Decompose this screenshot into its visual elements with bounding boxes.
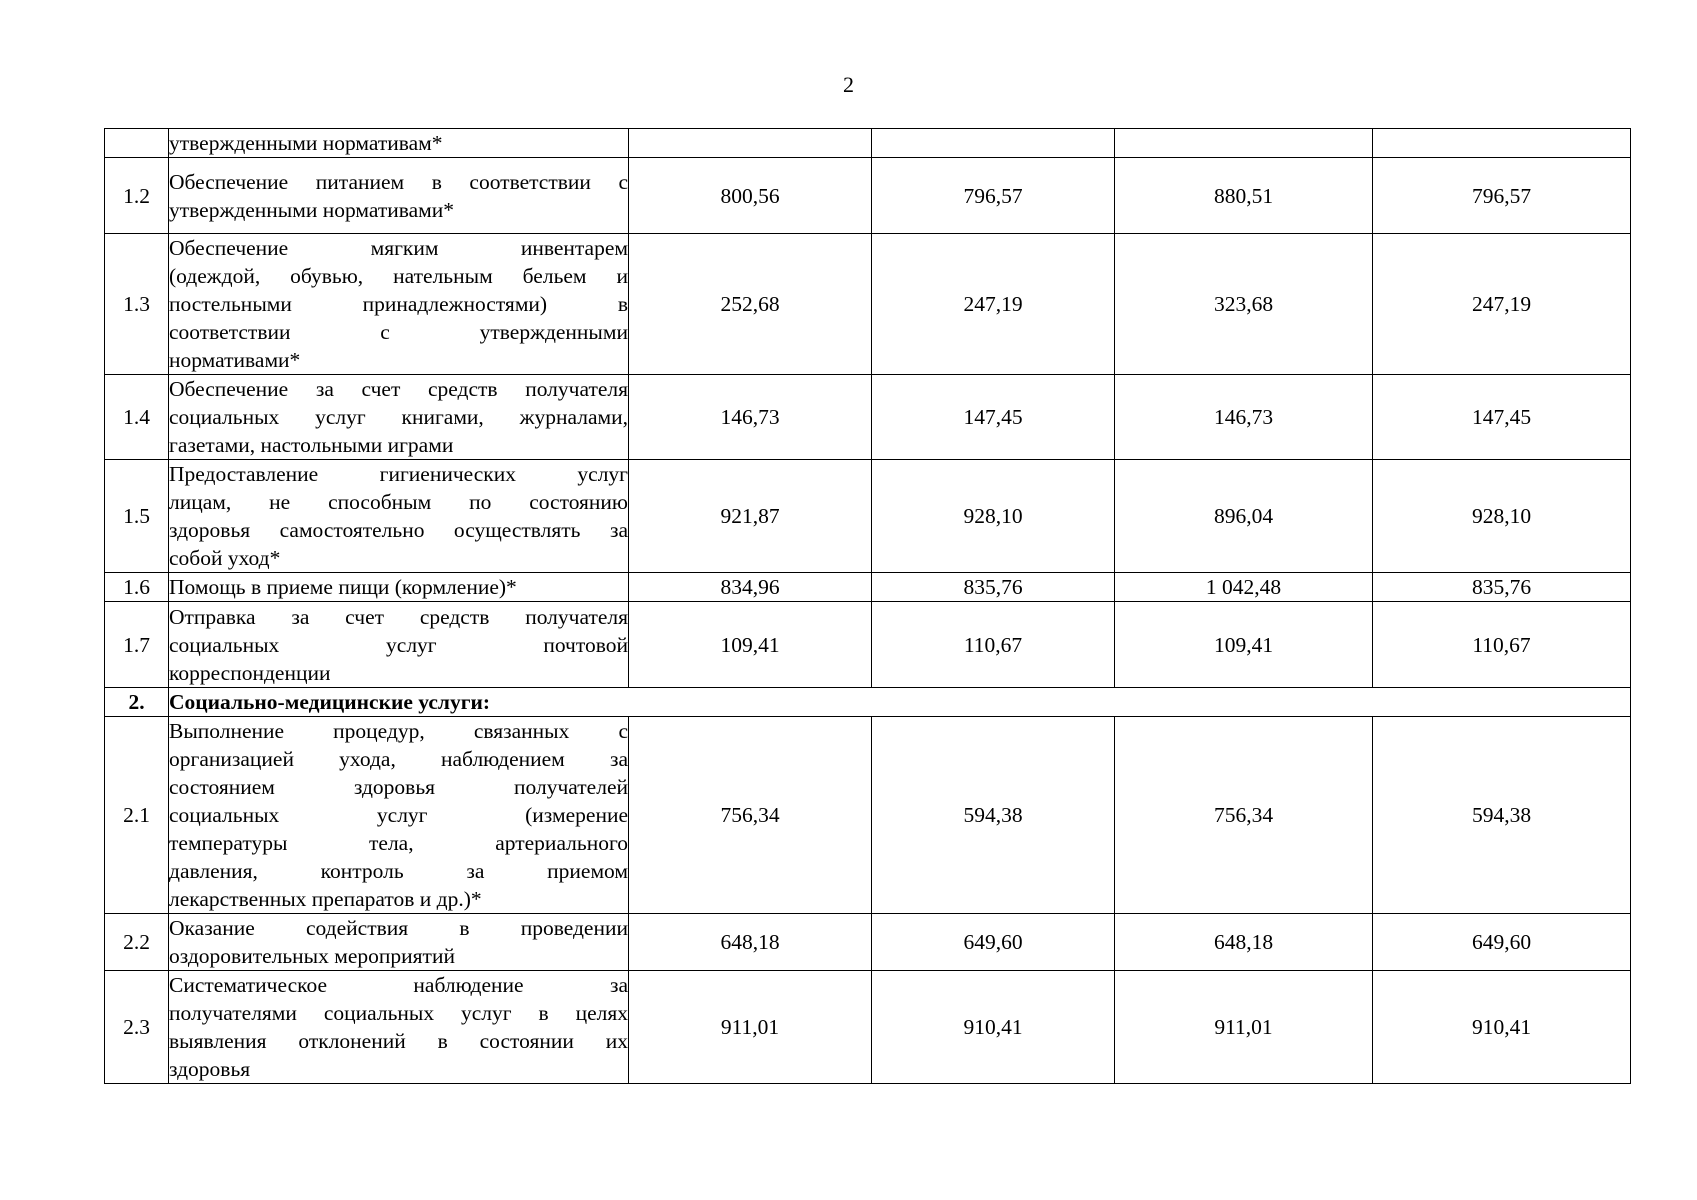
table-row: [105, 158, 1631, 234]
tariff-value-col-1: 109,41: [629, 602, 872, 688]
tariff-value-col-2: 594,38: [872, 717, 1115, 914]
tariff-value-col-4: 796,57: [1373, 158, 1631, 234]
tariff-value-col-3: 1 042,48: [1115, 573, 1373, 602]
service-description: [169, 158, 629, 234]
tariff-value-col-2: 835,76: [872, 573, 1115, 602]
row-number: 1.4: [105, 375, 169, 460]
table-row: [105, 602, 1631, 688]
service-description: [169, 971, 629, 1084]
description-line: Отправка за счет средств получателя: [169, 604, 628, 629]
tariff-value-col-3: 323,68: [1115, 234, 1373, 375]
tariff-value-col-1: 921,87: [629, 460, 872, 573]
tariff-value-col-4: 147,45: [1373, 375, 1631, 460]
table-row: [105, 375, 1631, 460]
tariff-value-col-3: 880,51: [1115, 158, 1373, 234]
tariff-value-col-3: [1115, 129, 1373, 158]
row-number: 1.5: [105, 460, 169, 573]
tariff-value-col-2: 110,67: [872, 602, 1115, 688]
description-line: газетами, настольными играми: [169, 433, 454, 457]
description-line: состоянием здоровья получателей: [169, 775, 628, 799]
services-table: [104, 128, 1631, 1084]
description-line: социальных услуг почтовой: [169, 632, 628, 657]
tariff-value-col-4: 110,67: [1373, 602, 1631, 688]
tariff-value-col-1: 146,73: [629, 375, 872, 460]
row-number: 1.6: [105, 573, 169, 602]
row-number: 1.3: [105, 234, 169, 375]
tariff-value-col-4: 247,19: [1373, 234, 1631, 375]
tariff-value-col-3: 756,34: [1115, 717, 1373, 914]
table-row: [105, 971, 1631, 1084]
tariff-value-col-1: 834,96: [629, 573, 872, 602]
row-number: 2.: [105, 688, 169, 717]
description-line: Помощь в приеме пищи (кормление)*: [169, 575, 517, 599]
tariff-value-col-3: 146,73: [1115, 375, 1373, 460]
description-line: давления, контроль за приемом: [169, 859, 628, 883]
description-line: Предоставление гигиенических услуг: [169, 462, 628, 486]
description-line: соответствии с утвержденными: [169, 320, 628, 344]
tariff-value-col-4: 594,38: [1373, 717, 1631, 914]
row-number: 2.1: [105, 717, 169, 914]
service-description: [169, 129, 629, 158]
tariff-value-col-2: [872, 129, 1115, 158]
service-description: [169, 234, 629, 375]
description-line: постельными принадлежностями) в: [169, 292, 628, 316]
table-row: [105, 129, 1631, 158]
tariff-value-col-3: 911,01: [1115, 971, 1373, 1084]
description-line: температуры тела, артериального: [169, 831, 628, 855]
tariff-value-col-2: 649,60: [872, 914, 1115, 971]
description-line: оздоровительных мероприятий: [169, 944, 455, 968]
tariff-value-col-2: 928,10: [872, 460, 1115, 573]
section-row: [105, 688, 1631, 717]
row-number: 1.2: [105, 158, 169, 234]
description-line: социальных услуг книгами, журналами,: [169, 405, 628, 429]
tariff-value-col-1: 911,01: [629, 971, 872, 1084]
description-line: организацией ухода, наблюдением за: [169, 747, 628, 771]
table-row: [105, 460, 1631, 573]
tariff-value-col-1: 756,34: [629, 717, 872, 914]
table-row: [105, 234, 1631, 375]
description-line: (одеждой, обувью, нательным бельем и: [169, 264, 628, 288]
table-row: [105, 914, 1631, 971]
tariff-value-col-4: [1373, 129, 1631, 158]
tariff-value-col-4: 928,10: [1373, 460, 1631, 573]
description-line: Обеспечение за счет средств получателя: [169, 377, 628, 401]
tariff-value-col-3: 648,18: [1115, 914, 1373, 971]
tariff-value-col-1: 252,68: [629, 234, 872, 375]
tariff-value-col-4: 910,41: [1373, 971, 1631, 1084]
row-number: 1.7: [105, 602, 169, 688]
tariff-value-col-4: 835,76: [1373, 573, 1631, 602]
tariff-value-col-2: 910,41: [872, 971, 1115, 1084]
description-line: социальных услуг (измерение: [169, 803, 628, 827]
service-description: [169, 602, 629, 688]
tariff-value-col-1: [629, 129, 872, 158]
service-description: [169, 717, 629, 914]
service-description: [169, 460, 629, 573]
tariff-value-col-3: 896,04: [1115, 460, 1373, 573]
service-description: [169, 573, 629, 602]
tariff-value-col-3: 109,41: [1115, 602, 1373, 688]
description-line: корреспонденции: [169, 660, 331, 685]
description-line: здоровья самостоятельно осуществлять за: [169, 518, 628, 542]
description-line: Оказание содействия в проведении: [169, 916, 628, 940]
table-row: [105, 717, 1631, 914]
description-line: Обеспечение питанием в соответствии с: [169, 169, 628, 194]
section-title: Социально-медицинские услуги:: [169, 688, 1631, 717]
table-row: [105, 573, 1631, 602]
tariff-value-col-1: 800,56: [629, 158, 872, 234]
description-line: утвержденными нормативами*: [169, 197, 455, 222]
description-line: утвержденными нормативам*: [169, 131, 443, 155]
description-line: собой уход*: [169, 546, 281, 570]
row-number: 2.3: [105, 971, 169, 1084]
service-description: [169, 914, 629, 971]
service-description: [169, 375, 629, 460]
description-line: здоровья: [169, 1057, 251, 1081]
description-line: нормативами*: [169, 348, 301, 372]
description-line: Систематическое наблюдение за: [169, 973, 628, 997]
tariff-value-col-4: 649,60: [1373, 914, 1631, 971]
description-line: получателями социальных услуг в целях: [169, 1001, 628, 1025]
page-number: 2: [843, 72, 854, 97]
description-line: Обеспечение мягким инвентарем: [169, 236, 628, 260]
description-line: выявления отклонений в состоянии их: [169, 1029, 628, 1053]
row-number: 2.2: [105, 914, 169, 971]
tariff-value-col-1: 648,18: [629, 914, 872, 971]
description-line: лицам, не способным по состоянию: [169, 490, 628, 514]
tariff-value-col-2: 147,45: [872, 375, 1115, 460]
description-line: лекарственных препаратов и др.)*: [169, 887, 482, 911]
row-number: [105, 129, 169, 158]
tariff-value-col-2: 796,57: [872, 158, 1115, 234]
description-line: Выполнение процедур, связанных с: [169, 719, 628, 743]
tariff-value-col-2: 247,19: [872, 234, 1115, 375]
